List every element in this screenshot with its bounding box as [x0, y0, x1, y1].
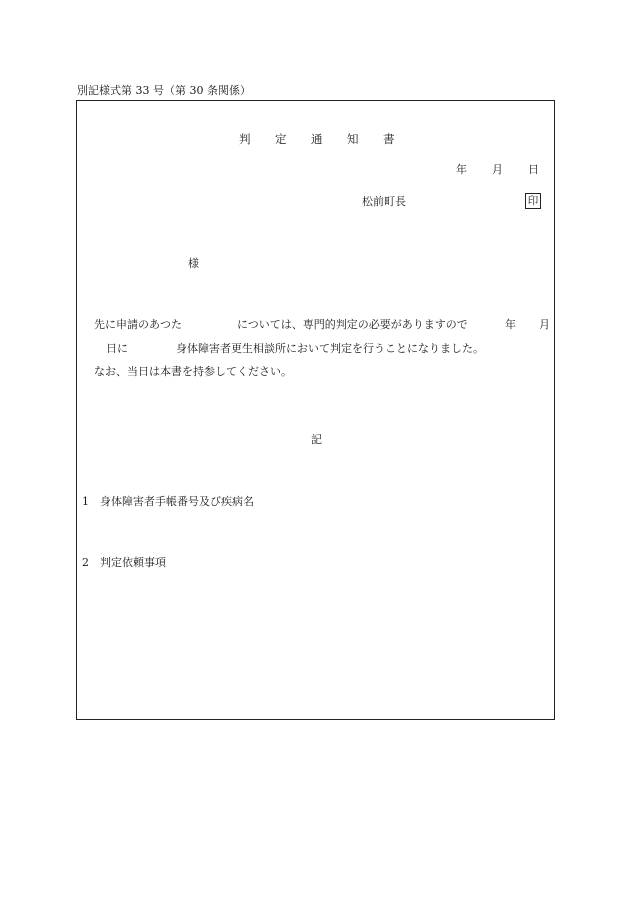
form-number: 別記様式第 33 号（第 30 条関係） — [77, 84, 251, 97]
title-char: 通 — [311, 132, 323, 146]
record-item-number: 2 — [82, 556, 89, 569]
body-line1-part2: については、専門的判定の必要がありますので — [237, 318, 468, 331]
record-item-label: 判定依頼事項 — [100, 556, 166, 569]
body-line2-text: 身体障害者更生相談所において判定を行うことになりました。 — [176, 342, 484, 355]
body-line2-day: 日に — [106, 342, 128, 355]
body-line3: なお、当日は本書を持参してください。 — [94, 365, 292, 378]
addressee-honorific: 様 — [188, 257, 199, 270]
seal-mark: 印 — [525, 193, 541, 209]
title-char: 知 — [347, 132, 359, 146]
document-frame — [76, 100, 555, 720]
record-item-number: 1 — [82, 495, 89, 508]
issuer-name: 松前町長 — [362, 195, 406, 208]
record-heading: 記 — [311, 433, 322, 446]
body-line1-year: 年 — [505, 318, 516, 331]
date-day: 日 — [528, 163, 539, 176]
date-year: 年 — [456, 163, 467, 176]
body-line1-part1: 先に申請のあつた — [94, 318, 182, 331]
title-char: 判 — [239, 132, 251, 146]
title-char: 書 — [383, 132, 395, 146]
record-item-label: 身体障害者手帳番号及び疾病名 — [100, 495, 254, 508]
body-line1-month: 月 — [539, 318, 550, 331]
title-char: 定 — [275, 132, 287, 146]
date-month: 月 — [492, 163, 503, 176]
